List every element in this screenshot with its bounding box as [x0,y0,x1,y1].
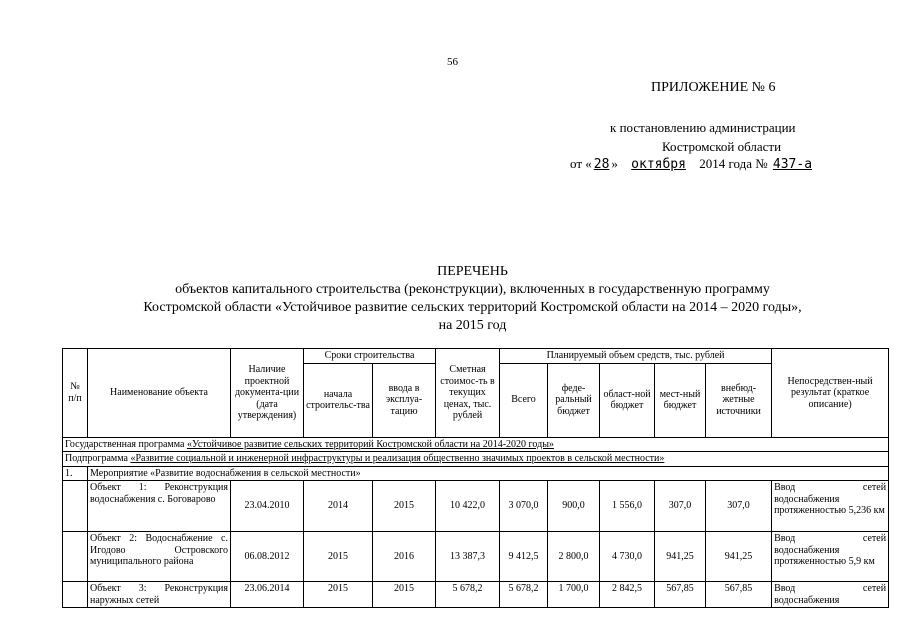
object-federal: 900,0 [548,481,600,532]
reference-line-2: Костромской области [662,139,782,154]
program-row [63,437,889,452]
header-funds: Планируемый объем средств, тыс. рублей [500,349,772,364]
object-regional: 2 842,5 [600,582,655,608]
header-name: Наименование объекта [88,349,231,438]
page-number: 56 [447,56,458,68]
document-title-block [0,263,905,335]
reference-date-line [570,156,814,172]
ref-number: 437-а [772,157,813,172]
header-federal: феде-ральный бюджет [548,363,600,437]
header-docs: Наличие проектной документа-ции (дата утверждения) [231,349,304,438]
object-federal: 2 800,0 [548,532,600,582]
object-local: 941,25 [655,532,706,582]
document-title: ПЕРЕЧЕНЬ [437,264,508,279]
object-docs: 23.04.2010 [231,481,304,532]
object-total: 9 412,5 [500,532,548,582]
object-local: 307,0 [655,481,706,532]
object-offbudget: 941,25 [706,532,772,582]
object-start: 2015 [304,582,373,608]
object-name: Объект 3: Реконструкция наружных сетей [88,582,231,608]
appendix-title: ПРИЛОЖЕНИЕ № 6 [651,80,776,95]
object-offbudget: 307,0 [706,481,772,532]
object-result: Ввод сетей водоснабжения протяженностью 5,9 км [772,532,889,582]
header-result: Непосредствен-ный результат (краткое описание) [772,349,889,438]
header-local: мест-ный бюджет [655,363,706,437]
object-estimate: 5 678,2 [436,582,500,608]
object-total: 3 070,0 [500,481,548,532]
object-regional: 1 556,0 [600,481,655,532]
header-commission: ввода в эксплуа-тацию [373,363,436,437]
table-row [63,582,889,608]
reference-line-1: к постановлению администрации [610,120,796,135]
ref-from: от « [570,156,592,171]
object-docs: 23.06.2014 [231,582,304,608]
header-num: № п/п [63,349,88,438]
object-regional: 4 730,0 [600,532,655,582]
ref-year-text: 2014 года № [699,156,768,171]
object-offbudget: 567,85 [706,582,772,608]
table-header-row-1 [63,349,889,364]
object-estimate: 10 422,0 [436,481,500,532]
document-subtitle-1: объектов капитального строительства (реконструкции), включенных в государственную программу [175,282,770,297]
ref-close: » [611,156,618,171]
object-start: 2014 [304,481,373,532]
object-commission: 2015 [373,481,436,532]
object-estimate: 13 387,3 [436,532,500,582]
header-estimate: Сметная стоимос-ть в текущих ценах, тыс. рублей [436,349,500,438]
object-federal: 1 700,0 [548,582,600,608]
header-offbudget: внебюд-жетные источники [706,363,772,437]
subprogram-name: «Развитие социальной и инженерной инфраструктуры и реализация общественно значимых проектов в сельской местности» [130,453,665,464]
object-total: 5 678,2 [500,582,548,608]
table-row [63,532,889,582]
header-terms: Сроки строительства [304,349,436,364]
object-name: Объект 1: Реконструкция водоснабжения с. Боговарово [88,481,231,532]
object-commission: 2016 [373,532,436,582]
subprogram-row [63,452,889,467]
subprogram-prefix: Подпрограмма [65,453,131,464]
ref-month: октября [631,157,686,172]
objects-table [62,348,889,608]
object-result: Ввод сетей водоснабжения [772,582,889,608]
header-start: начала строительс-тва [304,363,373,437]
object-result: Ввод сетей водоснабжения протяженностью 5,236 км [772,481,889,532]
object-name: Объект 2: Водоснабжение с. Игодово Островского муниципального района [88,532,231,582]
ref-day: 28 [593,157,610,172]
program-prefix: Государственная программа [65,438,187,450]
table-row [63,481,889,532]
object-docs: 06.08.2012 [231,532,304,582]
object-start: 2015 [304,532,373,582]
object-local: 567,85 [655,582,706,608]
header-total: Всего [500,363,548,437]
document-subtitle-2: Костромской области «Устойчивое развитие сельских территорий Костромской области на 2014 – 2020 годы», [143,300,802,315]
header-regional: област-ной бюджет [600,363,655,437]
measure-num: 1. [63,466,88,481]
document-subtitle-3: на 2015 год [438,318,507,333]
program-name: «Устойчивое развитие сельских территорий Костромской области на 2014-2020 годы» [186,438,554,450]
measure-name: Мероприятие «Развитие водоснабжения в сельской местности» [88,466,889,481]
object-commission: 2015 [373,582,436,608]
measure-row [63,466,889,481]
